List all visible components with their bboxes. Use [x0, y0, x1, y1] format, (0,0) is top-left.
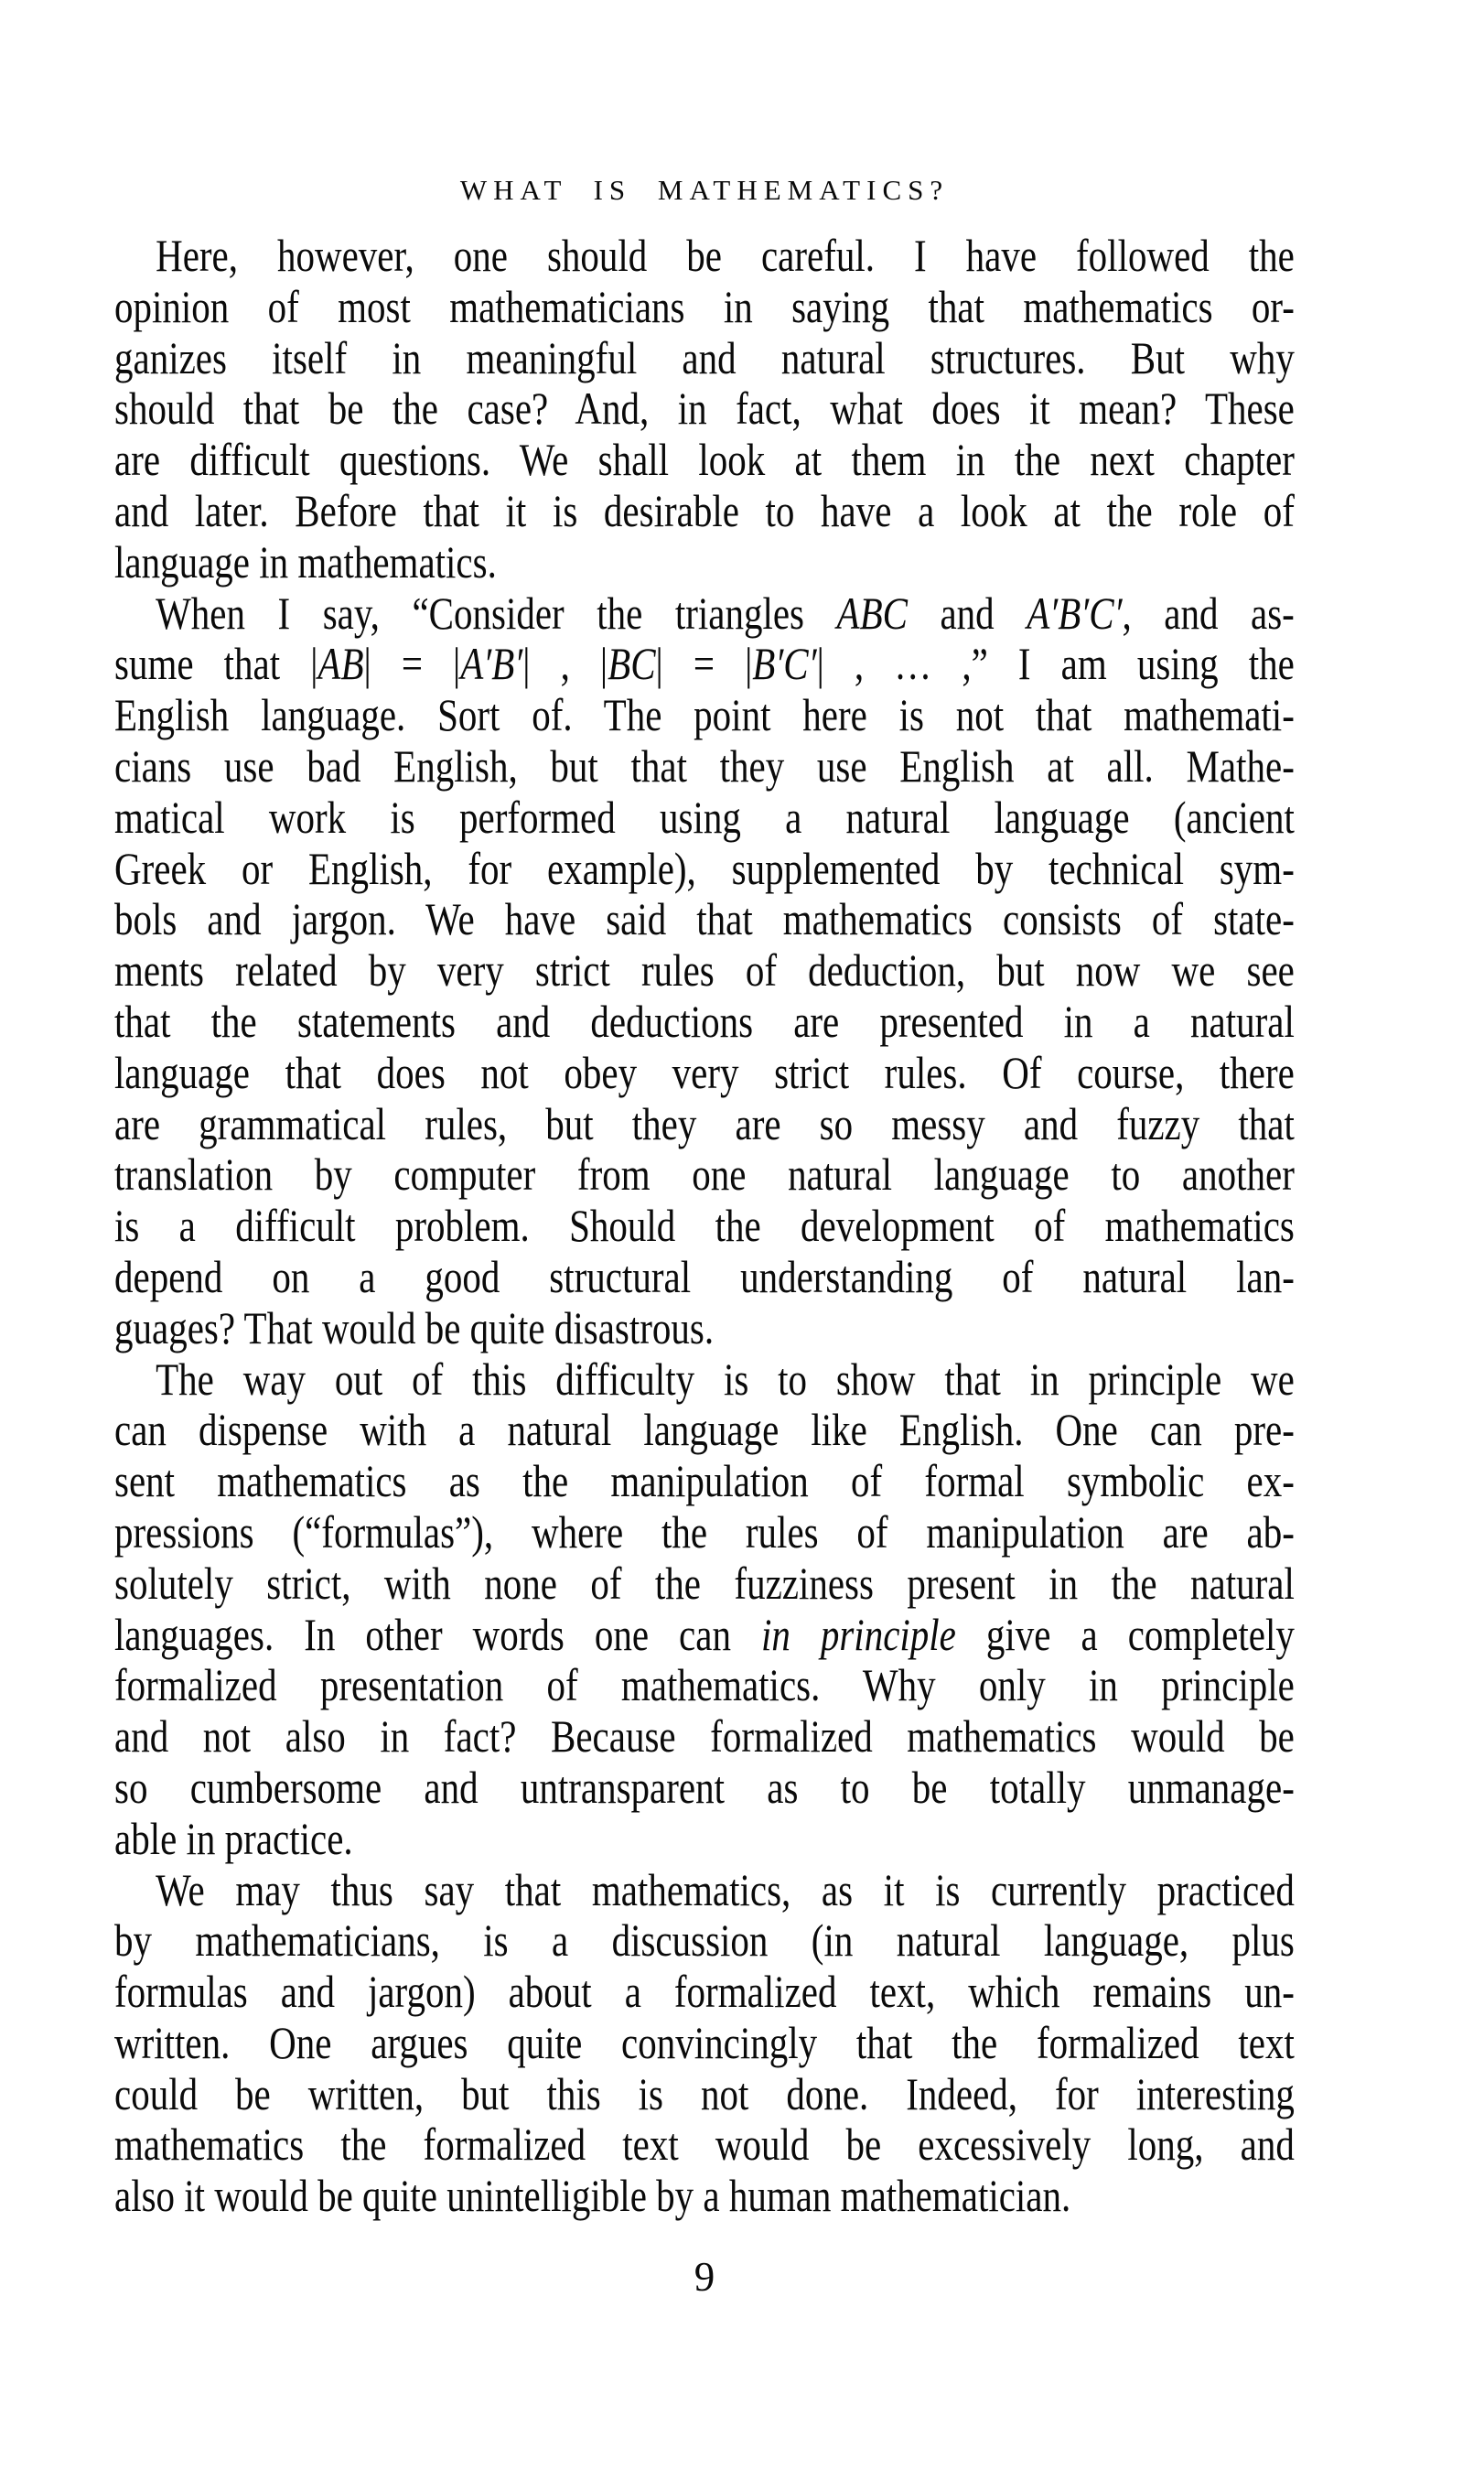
text-run: sume that | [114, 638, 318, 690]
text-run: could be written, but this is not done. Indeed, for interesting [114, 2067, 1295, 2119]
text-run: able in practice. [114, 1812, 353, 1864]
italic-text-run: ABC [836, 587, 908, 639]
text-run: by mathematicians, is a discussion (in natural language, plus [114, 1914, 1295, 1967]
text-line [114, 1660, 1295, 1711]
page-number: 9 [694, 2254, 715, 2300]
text-run: formulas and jargon) about a formalized text, which remains un- [114, 1966, 1295, 2018]
italic-text-run: AB [317, 638, 364, 690]
text-line [114, 231, 1295, 282]
text-run: guages? That would be quite disastrous. [114, 1301, 715, 1353]
text-line [114, 997, 1295, 1048]
text-run: can dispense with a natural language like English. One can pre- [114, 1404, 1295, 1456]
text-run: matical work is performed using a natural language (ancient [114, 791, 1295, 843]
text-line [114, 1149, 1295, 1201]
text-line [114, 1252, 1295, 1303]
text-line [114, 1201, 1295, 1252]
text-run: language that does not obey very strict rules. Of course, there [114, 1046, 1295, 1098]
text-run: solutely strict, with none of the fuzziness present in the natural [114, 1557, 1295, 1609]
text-line [114, 2119, 1295, 2171]
text-line [114, 1354, 1295, 1406]
text-run: | , … ,” I am using the [816, 638, 1295, 690]
text-line [114, 1915, 1295, 1967]
text-line [114, 435, 1295, 486]
text-line [114, 1763, 1295, 1814]
page-body [114, 231, 1295, 2222]
text-line [114, 2069, 1295, 2120]
text-line [114, 1456, 1295, 1507]
italic-text-run: in principle [760, 1608, 956, 1660]
text-line [114, 945, 1295, 997]
text-line [114, 1405, 1295, 1456]
text-run: ganizes itself in meaningful and natural structures. But why [114, 331, 1295, 383]
paragraph [114, 588, 1295, 1354]
text-line [114, 844, 1295, 895]
italic-text-run: A′B′C′ [1027, 587, 1123, 639]
text-line [114, 1967, 1295, 2018]
text-run: and later. Before that it is desirable to have a look at the role of [114, 484, 1295, 536]
text-run: and not also in fact? Because formalized mathematics would be [114, 1710, 1295, 1763]
text-run: is a difficult problem. Should the development of mathematics [114, 1200, 1295, 1252]
text-run: language in mathematics. [114, 535, 497, 588]
text-line [114, 1711, 1295, 1763]
text-run: English language. Sort of. The point here is not that mathemati- [114, 689, 1295, 741]
text-run: When I say, “Consider the triangles [156, 587, 837, 639]
text-run: | = | [655, 638, 753, 690]
text-line [114, 639, 1295, 690]
text-line [114, 2171, 1295, 2222]
text-run: are difficult questions. We shall look at them in the next chapter [114, 434, 1295, 486]
text-run: ments related by very strict rules of deduction, but now we see [114, 944, 1295, 997]
paragraph [114, 1354, 1295, 1865]
text-run: Here, however, one should be careful. I have followed the [156, 230, 1295, 281]
text-run: give a completely [955, 1608, 1295, 1660]
text-line [114, 588, 1295, 640]
text-line [114, 1865, 1295, 1916]
text-line [114, 1610, 1295, 1661]
text-run: | , | [522, 638, 608, 690]
text-run: The way out of this difficulty is to show that in principle we [156, 1353, 1295, 1405]
text-line [114, 1099, 1295, 1150]
text-line [114, 793, 1295, 844]
text-run: also it would be quite unintelligible by a human mathematician. [114, 2170, 1071, 2222]
text-run: languages. In other words one can [114, 1608, 761, 1660]
text-line [114, 537, 1295, 588]
text-run: opinion of most mathematicians in saying that mathematics or- [114, 280, 1295, 332]
text-line [114, 282, 1295, 333]
text-run: that the statements and deductions are presented in a natural [114, 995, 1295, 1047]
text-run: translation by computer from one natural language to another [114, 1148, 1295, 1201]
paragraph [114, 231, 1295, 588]
text-line [114, 1303, 1295, 1354]
text-run: sent mathematics as the manipulation of formal symbolic ex- [114, 1455, 1295, 1507]
text-run: , and as- [1122, 587, 1295, 639]
text-run: formalized presentation of mathematics. Why only in principle [114, 1659, 1295, 1711]
text-run: written. One argues quite convincingly that the formalized text [114, 2016, 1295, 2068]
text-run: and [907, 587, 1027, 639]
text-run: | = | [363, 638, 461, 690]
italic-text-run: A′B′ [460, 638, 523, 690]
running-header: WHAT IS MATHEMATICS? [459, 174, 950, 206]
text-line [114, 690, 1295, 741]
text-line [114, 333, 1295, 384]
text-run: are grammatical rules, but they are so messy and fuzzy that [114, 1097, 1295, 1149]
text-line [114, 894, 1295, 945]
italic-text-run: BC [608, 638, 656, 690]
text-line [114, 741, 1295, 793]
text-run: should that be the case? And, in fact, what does it mean? These [114, 383, 1295, 435]
paragraph [114, 1865, 1295, 2223]
text-run: bols and jargon. We have said that mathematics consists of state- [114, 893, 1295, 945]
text-run: Greek or English, for example), supplemented by technical sym- [114, 842, 1295, 894]
text-run: cians use bad English, but that they use English at all. Mathe- [114, 739, 1295, 792]
text-line [114, 1814, 1295, 1865]
text-run: We may thus say that mathematics, as it is currently practiced [156, 1863, 1295, 1915]
text-line [114, 1507, 1295, 1558]
text-line [114, 2018, 1295, 2069]
text-line [114, 383, 1295, 435]
text-line [114, 486, 1295, 537]
text-run: so cumbersome and untransparent as to be totally unmanage- [114, 1761, 1295, 1813]
text-run: pressions (“formulas”), where the rules of manipulation are ab- [114, 1505, 1295, 1558]
text-run: mathematics the formalized text would be excessively long, and [114, 2119, 1295, 2171]
text-line [114, 1048, 1295, 1099]
text-run: depend on a good structural understanding of natural lan- [114, 1250, 1295, 1302]
text-line [114, 1558, 1295, 1610]
italic-text-run: B′C′ [752, 638, 817, 690]
